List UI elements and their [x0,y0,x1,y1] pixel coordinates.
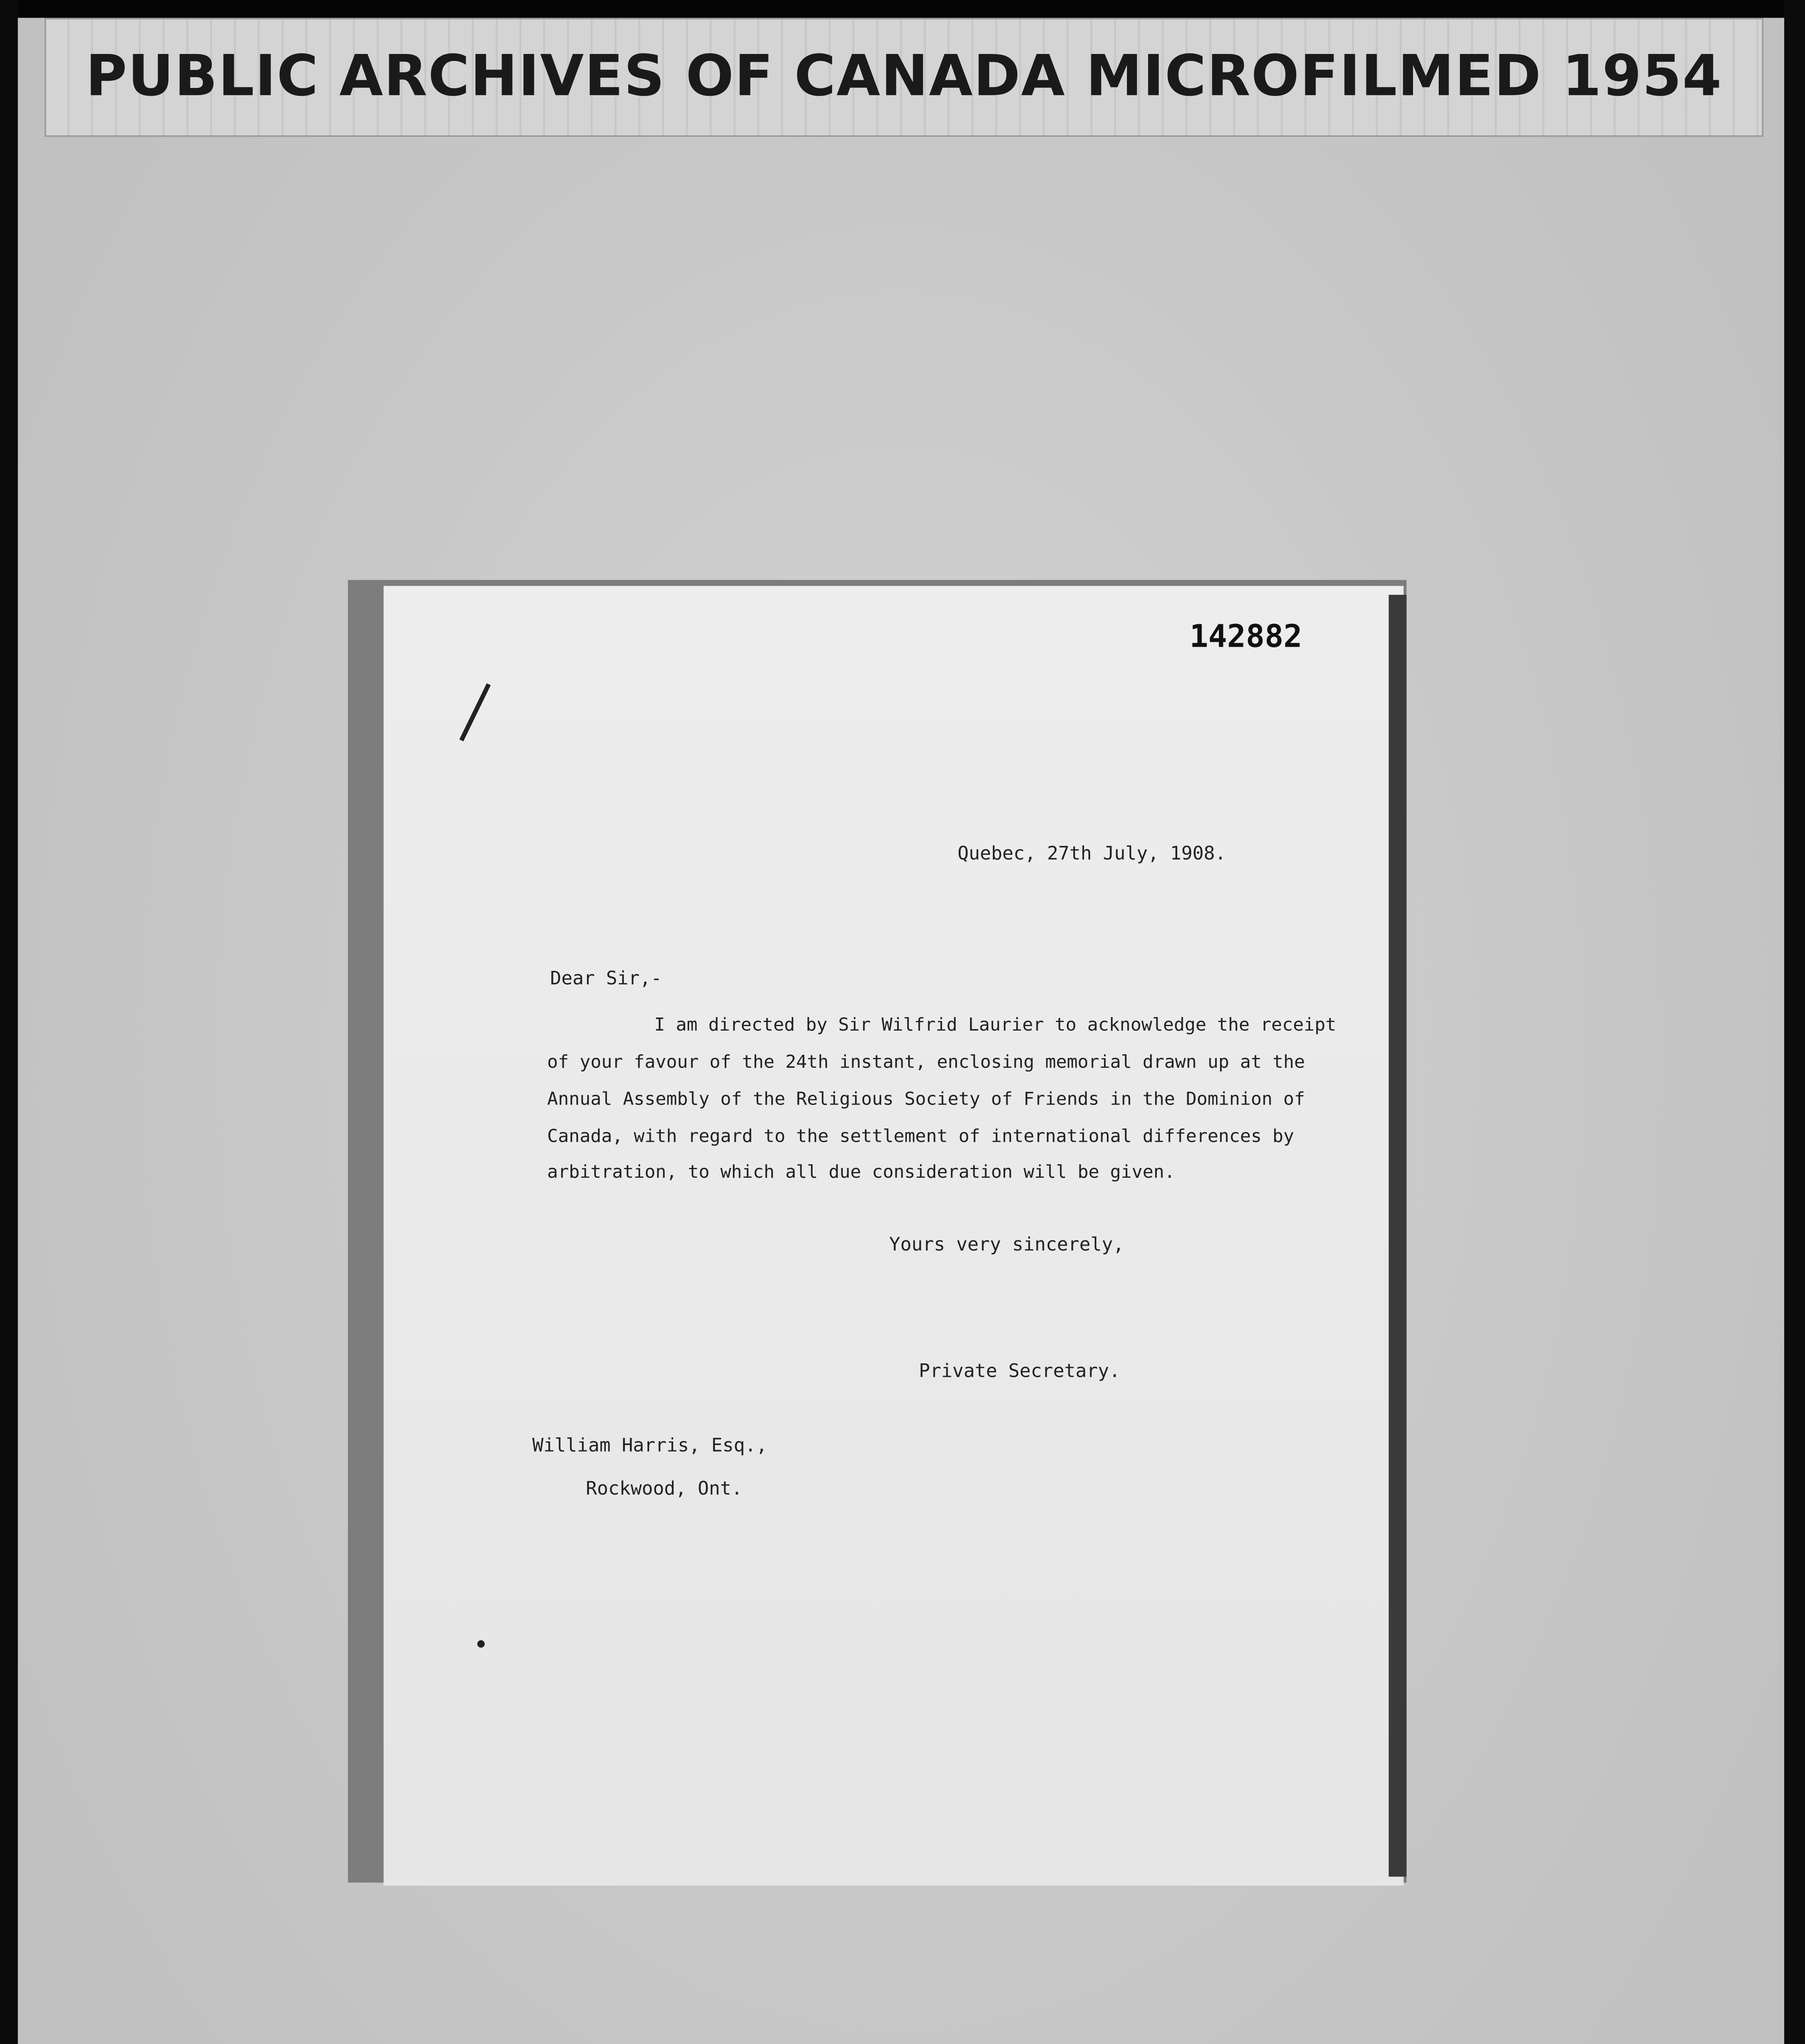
film-edge-left [0,0,18,2044]
closing: Yours very sincerely, [889,1233,1124,1255]
ink-dot [477,1640,485,1647]
document-number: 142882 [1189,619,1303,654]
body-line: of your favour of the 24th instant, enclosing memorial drawn up at the [547,1051,1305,1072]
body-line: I am directed by Sir Wilfrid Laurier to acknowledge the receipt [654,1014,1337,1035]
signature-title: Private Secretary. [919,1359,1120,1382]
addressee: William Harris, Esq., [532,1433,768,1456]
letter-edge-shadow [1389,595,1407,1877]
archive-banner [45,18,1763,137]
archive-banner-text: PUBLIC ARCHIVES OF CANADA MICROFILMED 1954 [85,43,1722,109]
date-line: Quebec, 27th July, 1908. [957,841,1226,864]
address: Rockwood, Ont. [586,1477,743,1499]
salutation: Dear Sir,- [550,966,662,989]
body-line: Annual Assembly of the Religious Society of Friends in the Dominion of [547,1088,1305,1109]
body-line: arbitration, to which all due consideration will be given. [547,1161,1175,1182]
body-line: Canada, with regard to the settlement of international differences by [547,1125,1294,1147]
film-edge-right [1784,0,1805,2044]
